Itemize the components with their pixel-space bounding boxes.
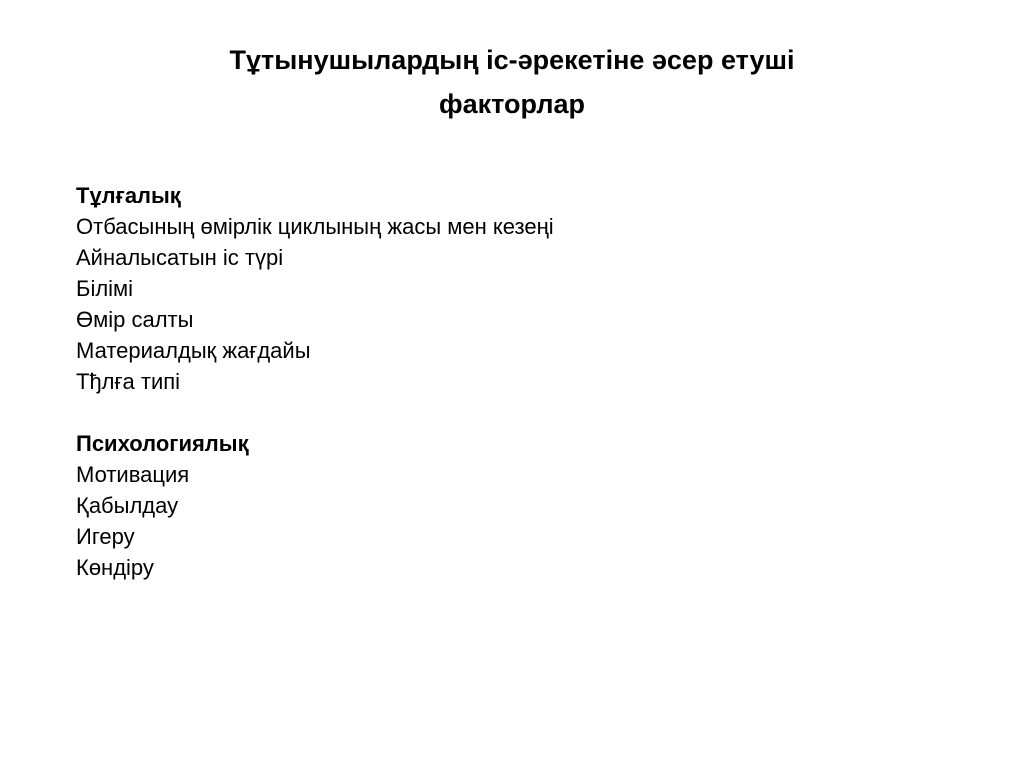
list-item: Материалдық жағдайы: [76, 338, 311, 363]
slide-content: [76, 180, 936, 583]
slide-title: [112, 38, 912, 126]
list-item: Айналысатын іс түрі: [76, 245, 284, 270]
list-item: Отбасының өмірлік циклының жасы мен кезеңі: [76, 214, 554, 239]
section-psychological: [76, 428, 936, 583]
section-heading-personal: Тұлғалық: [76, 183, 181, 208]
title-line-2: факторлар: [439, 89, 585, 119]
list-item: Көндіру: [76, 555, 154, 580]
list-item: Тђлға типі: [76, 369, 181, 394]
list-item: Қабылдау: [76, 493, 179, 518]
section-heading-psychological: Психологиялық: [76, 431, 249, 456]
list-item: Өмір салты: [76, 307, 194, 332]
section-spacer: [76, 397, 936, 428]
list-item: Білімі: [76, 276, 134, 301]
title-line-1: Тұтынушылардың іс-әрекетіне әсер етуші: [229, 45, 795, 75]
list-item: Мотивация: [76, 462, 190, 487]
section-personal: [76, 180, 936, 397]
list-item: Игеру: [76, 524, 135, 549]
